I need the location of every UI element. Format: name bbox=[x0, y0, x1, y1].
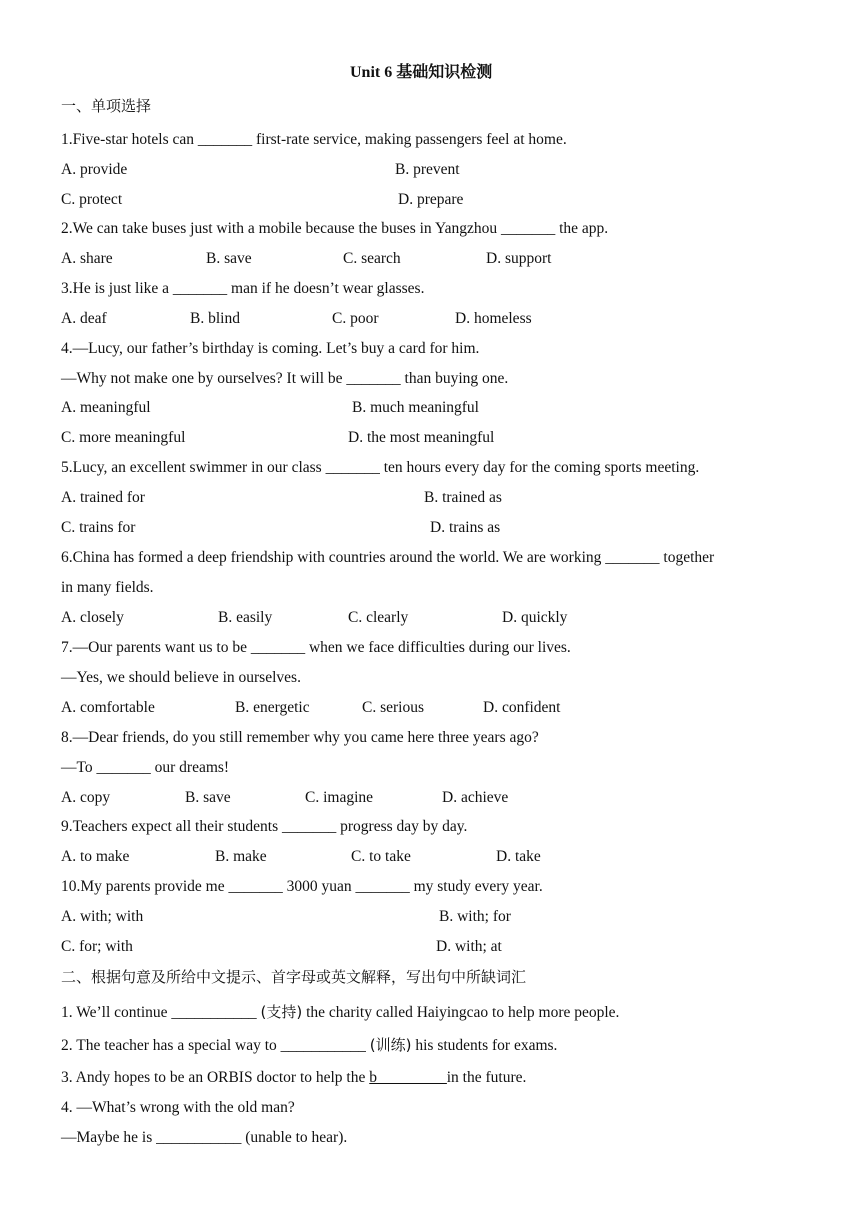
question-9-option-a: A. to make bbox=[61, 848, 130, 865]
question-9-option-c: C. to take bbox=[351, 848, 411, 865]
question-8-option-d: D. achieve bbox=[442, 789, 509, 806]
fill-item-2 bbox=[61, 1035, 557, 1056]
question-5-stem: 5.Lucy, an excellent swimmer in our class _______ ten hours every day for the coming sports meeting. bbox=[61, 459, 700, 476]
question-3-stem: 3.He is just like a _______ man if he doesn’t wear glasses. bbox=[61, 280, 425, 297]
question-6-stem-cont: in many fields. bbox=[61, 579, 154, 596]
question-5-option-d: D. trains as bbox=[430, 519, 501, 536]
fill-item-3-blank: b_________ bbox=[369, 1069, 447, 1086]
fill-item-1 bbox=[61, 1002, 619, 1023]
question-7-option-a: A. comfortable bbox=[61, 699, 155, 716]
question-2-option-a: A. share bbox=[61, 250, 113, 267]
question-6-stem: 6.China has formed a deep friendship with countries around the world. We are working _______ together bbox=[61, 549, 715, 566]
fill-item-1-hint: (支持) bbox=[260, 1003, 303, 1021]
question-10-option-a: A. with; with bbox=[61, 908, 144, 925]
question-7-option-b: B. energetic bbox=[235, 699, 310, 716]
question-9-stem: 9.Teachers expect all their students _______ progress day by day. bbox=[61, 818, 468, 835]
question-8-option-b: B. save bbox=[185, 789, 231, 806]
fill-item-2-text: 2. The teacher has a special way to ___________ bbox=[61, 1037, 370, 1054]
question-10-option-c: C. for; with bbox=[61, 938, 133, 955]
fill-item-1-rest: the charity called Haiyingcao to help more people. bbox=[302, 1004, 620, 1021]
question-5-option-b: B. trained as bbox=[424, 489, 502, 506]
question-2-option-d: D. support bbox=[486, 250, 552, 267]
page-title: Unit 6 基础知识检测 bbox=[350, 64, 493, 81]
question-7-stem: 7.—Our parents want us to be _______ when we face difficulties during our lives. bbox=[61, 639, 571, 656]
question-7-option-d: D. confident bbox=[483, 699, 561, 716]
section2-heading: 二、根据句意及所给中文提示、首字母或英文解释，写出句中所缺词汇 bbox=[61, 968, 527, 986]
question-5-option-c: C. trains for bbox=[61, 519, 136, 536]
question-10-option-b: B. with; for bbox=[439, 908, 511, 925]
question-6-option-b: B. easily bbox=[218, 609, 273, 626]
question-3-option-a: A. deaf bbox=[61, 310, 107, 327]
fill-item-1-text: 1. We’ll continue ___________ bbox=[61, 1004, 261, 1021]
question-10-stem: 10.My parents provide me _______ 3000 yuan _______ my study every year. bbox=[61, 878, 543, 895]
question-4-option-b: B. much meaningful bbox=[352, 399, 479, 416]
question-7-option-c: C. serious bbox=[362, 699, 424, 716]
fill-item-3-rest: in the future. bbox=[446, 1069, 527, 1086]
question-4-stem-reply: —Why not make one by ourselves? It will be _______ than buying one. bbox=[61, 370, 509, 387]
question-8-option-a: A. copy bbox=[61, 789, 111, 806]
question-4-option-a: A. meaningful bbox=[61, 399, 151, 416]
question-8-stem: 8.—Dear friends, do you still remember why you came here three years ago? bbox=[61, 729, 539, 746]
question-1-option-d: D. prepare bbox=[398, 191, 464, 208]
fill-item-2-rest: his students for exams. bbox=[411, 1037, 558, 1054]
question-8-stem-reply: —To _______ our dreams! bbox=[61, 759, 230, 776]
question-2-option-b: B. save bbox=[206, 250, 252, 267]
question-1-stem: 1.Five-star hotels can _______ first-rate service, making passengers feel at home. bbox=[61, 131, 567, 148]
question-3-option-b: B. blind bbox=[190, 310, 240, 327]
question-1-option-a: A. provide bbox=[61, 161, 128, 178]
question-1-option-c: C. protect bbox=[61, 191, 123, 208]
fill-item-4: 4. —What’s wrong with the old man? bbox=[61, 1099, 295, 1116]
question-3-option-d: D. homeless bbox=[455, 310, 532, 327]
question-7-stem-reply: —Yes, we should believe in ourselves. bbox=[61, 669, 301, 686]
fill-item-4-reply: —Maybe he is ___________ (unable to hear). bbox=[61, 1129, 348, 1146]
fill-item-3 bbox=[61, 1068, 526, 1088]
question-4-option-d: D. the most meaningful bbox=[348, 429, 495, 446]
fill-item-3-text: 3. Andy hopes to be an ORBIS doctor to help the bbox=[61, 1069, 370, 1086]
question-6-option-a: A. closely bbox=[61, 609, 124, 626]
question-6-option-d: D. quickly bbox=[502, 609, 568, 626]
question-8-option-c: C. imagine bbox=[305, 789, 374, 806]
question-2-stem: 2.We can take buses just with a mobile because the buses in Yangzhou _______ the app. bbox=[61, 220, 609, 237]
question-1-option-b: B. prevent bbox=[395, 161, 460, 178]
section1-heading: 一、单项选择 bbox=[61, 97, 152, 115]
question-9-option-b: B. make bbox=[215, 848, 267, 865]
question-6-option-c: C. clearly bbox=[348, 609, 409, 626]
question-4-stem: 4.—Lucy, our father’s birthday is coming. Let’s buy a card for him. bbox=[61, 340, 480, 357]
question-4-option-c: C. more meaningful bbox=[61, 429, 186, 446]
question-2-option-c: C. search bbox=[343, 250, 401, 267]
question-10-option-d: D. with; at bbox=[436, 938, 502, 955]
fill-item-2-hint: (训练) bbox=[369, 1036, 412, 1054]
question-9-option-d: D. take bbox=[496, 848, 541, 865]
question-5-option-a: A. trained for bbox=[61, 489, 145, 506]
question-3-option-c: C. poor bbox=[332, 310, 379, 327]
